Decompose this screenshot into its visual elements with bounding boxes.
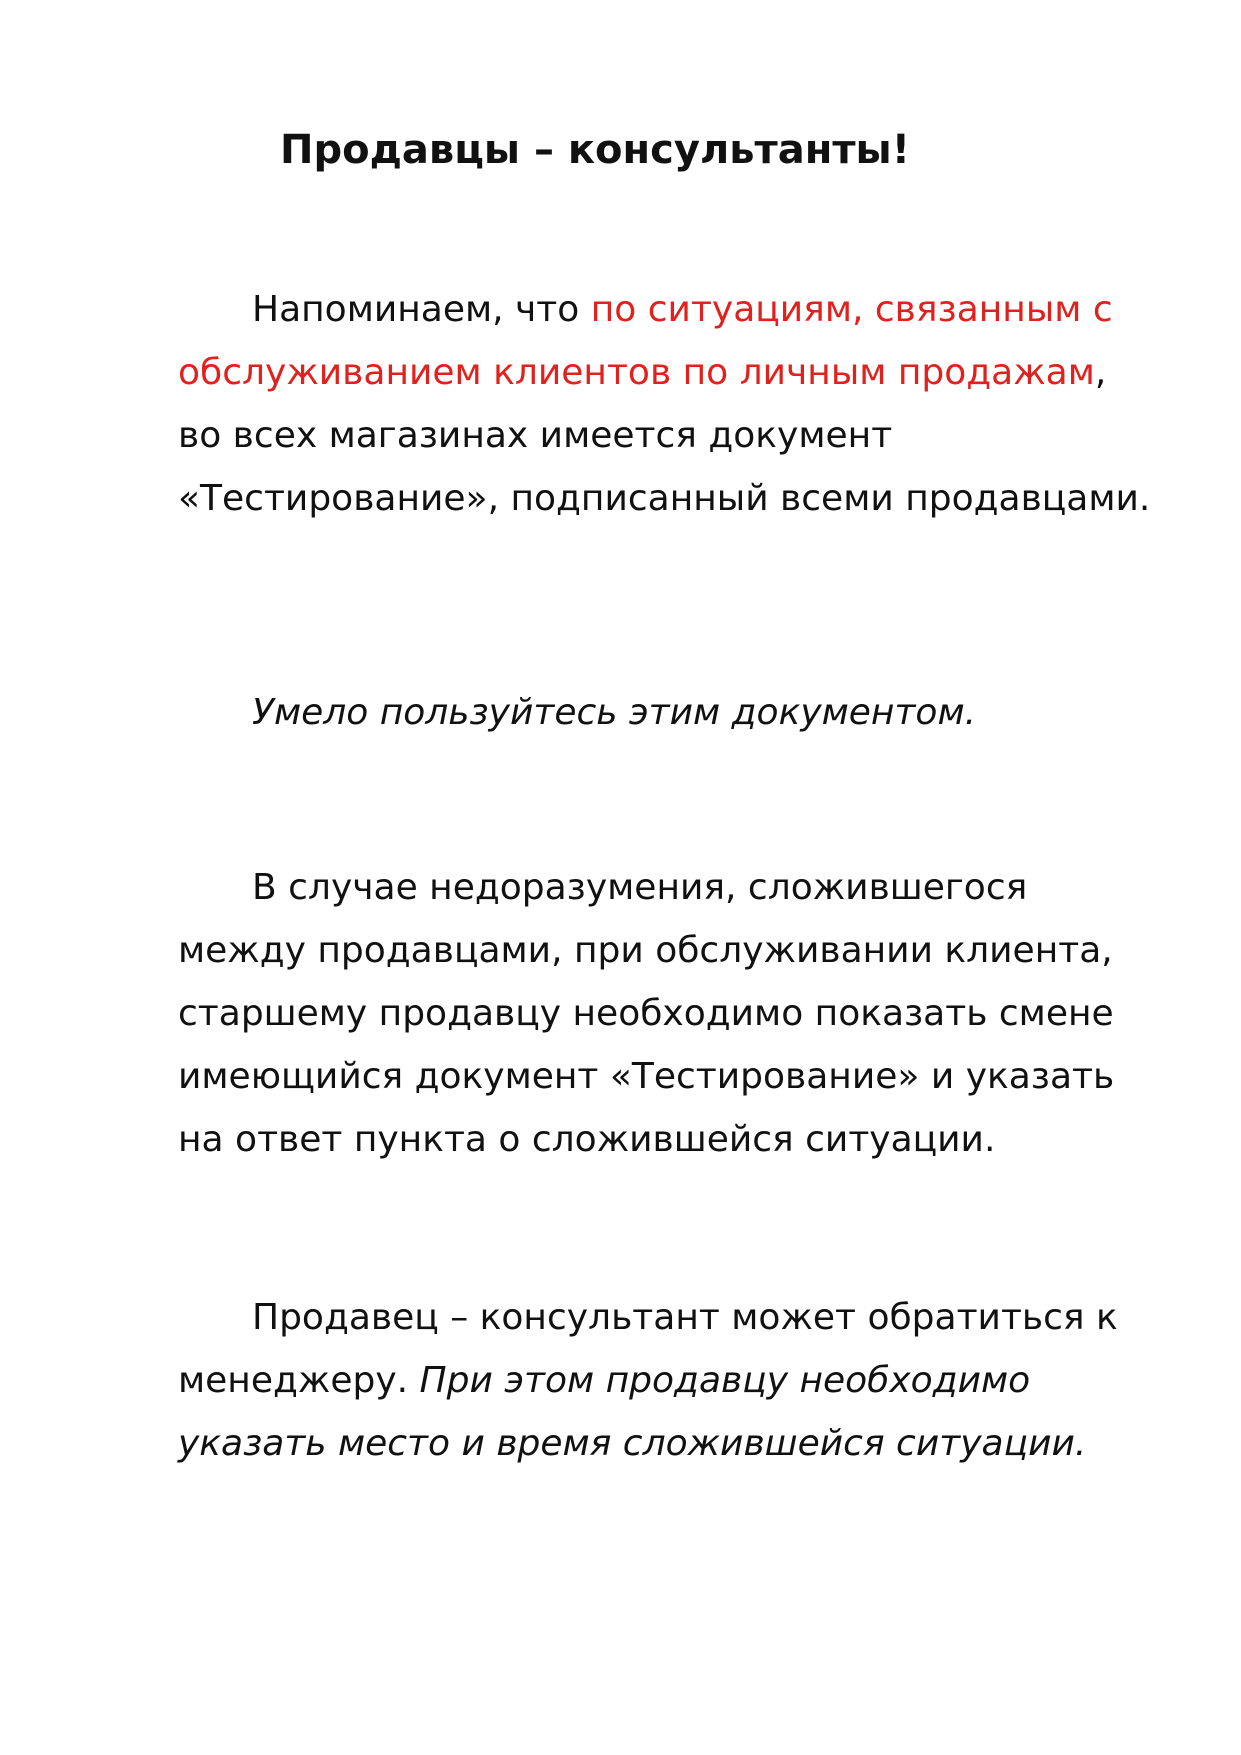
paragraph-reminder-highlight: по ситуациям, связанным с обслуживанием клиентов по личным продажам (178, 289, 1113, 393)
document-title: Продавцы – консультанты! (280, 127, 910, 173)
paragraph-manager-lead: Продавец – консультант может обратиться к менеджеру. (178, 1297, 1118, 1401)
paragraph-manager-italic: При этом продавцу необходимо указать место и время сложившейся ситуации. (178, 1360, 1087, 1464)
paragraph-advice: Умело пользуйтесь этим документом. (252, 692, 977, 733)
paragraph-reminder (178, 278, 1158, 530)
paragraph-reminder-lead: Напоминаем, что (252, 289, 591, 330)
paragraph-misunderstanding: В случае недоразумения, сложившегося между продавцами, при обслуживании клиента, старшему продавцу необходимо показать смене имеющийся документ «Тестирование» и указать на ответ пункта о сложившейся ситуации. (178, 867, 1115, 1160)
paragraph-reminder-rest: , во всех магазинах имеется документ «Тестирование», подписанный всеми продавцами. (178, 352, 1151, 519)
paragraph-manager (178, 1286, 1158, 1475)
